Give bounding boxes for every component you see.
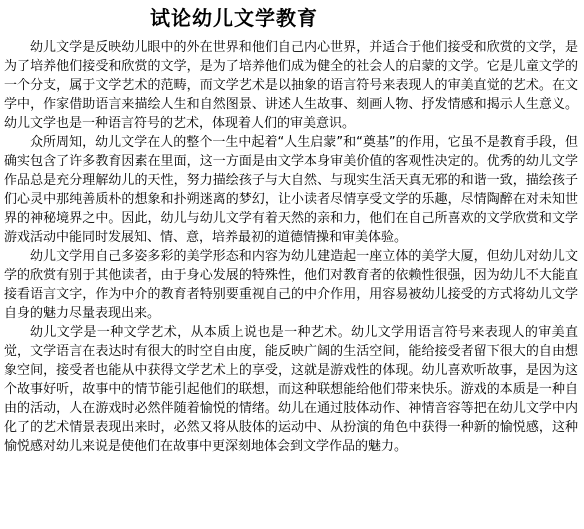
document-body [4, 38, 578, 456]
paragraph-3: 幼儿文学用自己多姿多彩的美学形态和内容为幼儿建造起一座立体的美学大厦，但幼儿对幼儿文学的欣赏有别于其他读者，由于身心发展的特殊性，他们对教育者的依赖性很强，因为幼儿不大能直接看语言文字，作为中介的教育者特别要重视自己的中介作用，用容易被幼儿接受的方式将幼儿文学自身的魅力尽量表现出来。 [4, 249, 578, 321]
document-title: 试论幼儿文学教育 [150, 6, 318, 30]
paragraph-4: 幼儿文学是一种文学艺术，从本质上说也是一种艺术。幼儿文学用语言符号来表现人的审美直觉，文学语言在表达时有很大的时空自由度，能反映广阔的生活空间，能给接受者留下很大的自由想象空间，接受者也能从中获得文学艺术上的享受，这就是游戏性的体现。幼儿喜欢听故事，是因为这个故事好听，故事中的情节能引起他们的联想，而这种联想能给他们带来快乐。游戏的本质是一种自由的活动，人在游戏时必然伴随着愉悦的情绪。幼儿在通过肢体动作、神情音容等把在幼儿文学中内化了的艺术情景表现出来时，必然又将从肢体的运动中、从扮演的角色中获得一种新的愉悦感，这种愉悦感对幼儿来说是使他们在故事中更深刻地体会到文学作品的魅力。 [4, 325, 578, 454]
paragraph-1: 幼儿文学是反映幼儿眼中的外在世界和他们自己内心世界，并适合于他们接受和欣赏的文学，是为了培养他们接受和欣赏的文学，是为了培养他们成为健全的社会人的启蒙的文学。它是儿童文学的一个分支，属于文学艺术的范畴，而文学艺术是以抽象的语言符号来表现人的审美直觉的艺术。在文学中，作家借助语言来描绘人生和自然图景、讲述人生故事、刻画人物、抒发情感和揭示人生意义。幼儿文学也是一种语言符号的艺术，体现着人们的审美意识。 [4, 40, 578, 131]
paragraph-2: 众所周知，幼儿文学在人的整个一生中起着“人生启蒙”和“奠基”的作用，它虽不是教育手段，但确实包含了许多教育因素在里面，这一方面是由文学本身审美价值的客观性决定的。优秀的幼儿文学作品总是充分理解幼儿的天性，努力描绘孩子与大自然、与现实生活天真无邪的和谐一致，描绘孩子们心灵中那纯善质朴的想象和扑朔迷离的梦幻，让小读者尽情享受文学的乐趣，尽情陶醉在对未知世界的神秘境界之中。因此，幼儿与幼儿文学有着天然的亲和力，他们在自己所喜欢的文学欣赏和文学游戏活动中能同时发展知、情、意，培养最初的道德情操和审美体验。 [4, 135, 578, 245]
